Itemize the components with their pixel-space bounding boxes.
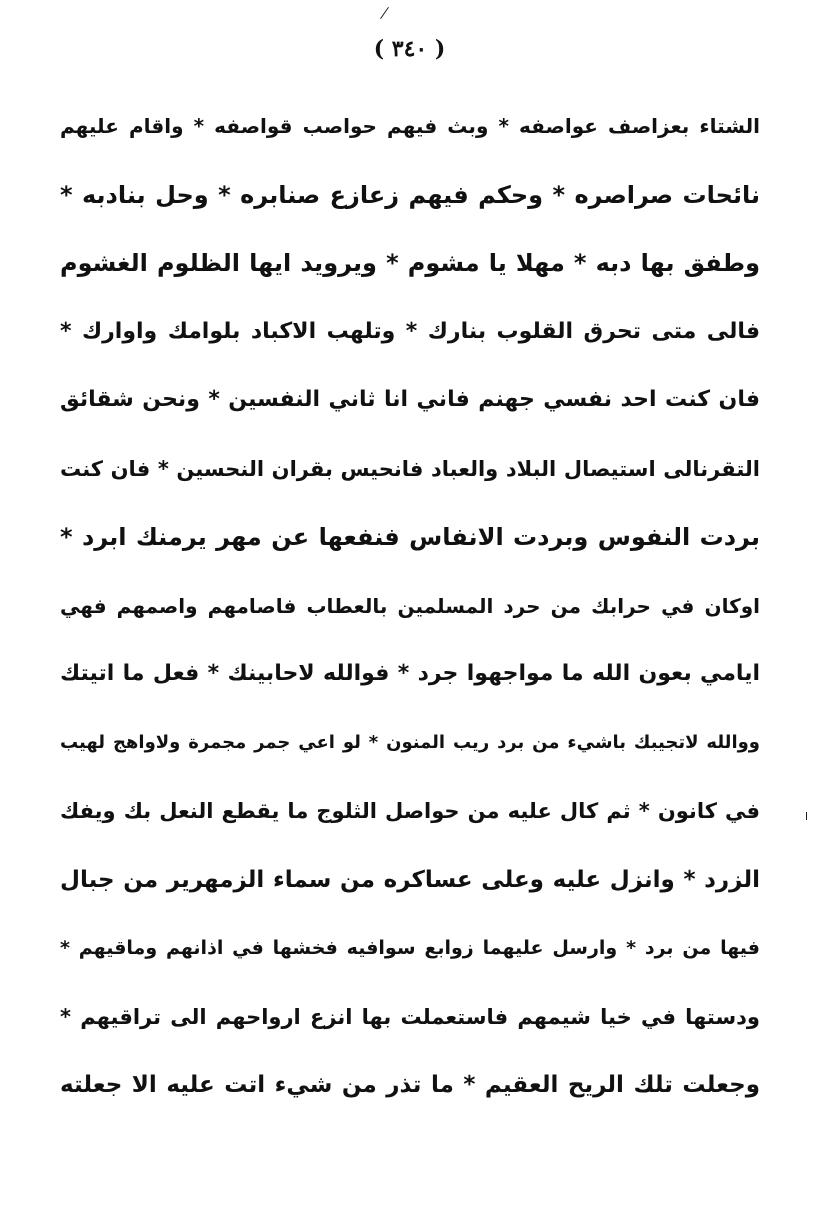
text-line: اوكان في حرابك من حرد المسلمين بالعطاب فاصامهم واصمهم فهي [60,593,760,618]
text-line: الشتاء بعزاصف عواصفه * وبث فيهم حواصب قواصفه * واقام عليهم [60,114,760,138]
stray-mark [806,812,807,820]
arabic-text-block [60,92,760,1120]
text-line: الزرد * وانزل عليه وعلى عساكره من سماء الزمهرير من جبال [60,866,760,893]
page-number: ( ٣٤٠ ) [373,36,446,62]
text-line: نائحات صراصره * وحكم فيهم زعازع صنابره * وحل بنادبه * [60,180,760,209]
text-line: ايامي بعون الله ما مواجهوا جرد * فوالله لاحابينك * فعل ما اتيتك [60,661,760,686]
text-line: فالى متى تحرق القلوب بنارك * وتلهب الاكباد بلوامك واوارك * [60,318,760,344]
text-line: فيها من برد * وارسل عليهما زوابع سوافيه فخشها في اذانهم وماقيهم * [60,937,760,959]
text-line: فان كنت احد نفسي جهنم فاني انا ثاني النفسين * ونحن شقائق [60,387,760,412]
text-line: بردت النفوس وبردت الانفاس فنفعها عن مهر يرمنك ابرد * [60,523,760,551]
text-line: وطفق بها دبه * مهلا يا مشوم * ويرويد ايها الظلوم الغشوم [60,249,760,277]
text-line: في كانون * ثم كال عليه من حواصل الثلوج ما يقطع النعل بك ويفك [60,799,760,823]
stray-mark [380,7,389,19]
text-line: وجعلت تلك الريح العقيم * ما تذر من شيء اتت عليه الا جعلته [60,1072,760,1098]
text-line: التقرنالى استيصال البلاد والعباد فانحيس بقران النحسين * فان كنت [60,456,760,481]
text-line: ودستها في خيا شيمهم فاستعملت بها انزع ارواحهم الى تراقيهم * [60,1004,760,1029]
text-line: ووالله لاتجيبك باشيء من برد ريب المنون * لو اعي جمر مجمرة ولاواهج لهيب [60,731,760,753]
